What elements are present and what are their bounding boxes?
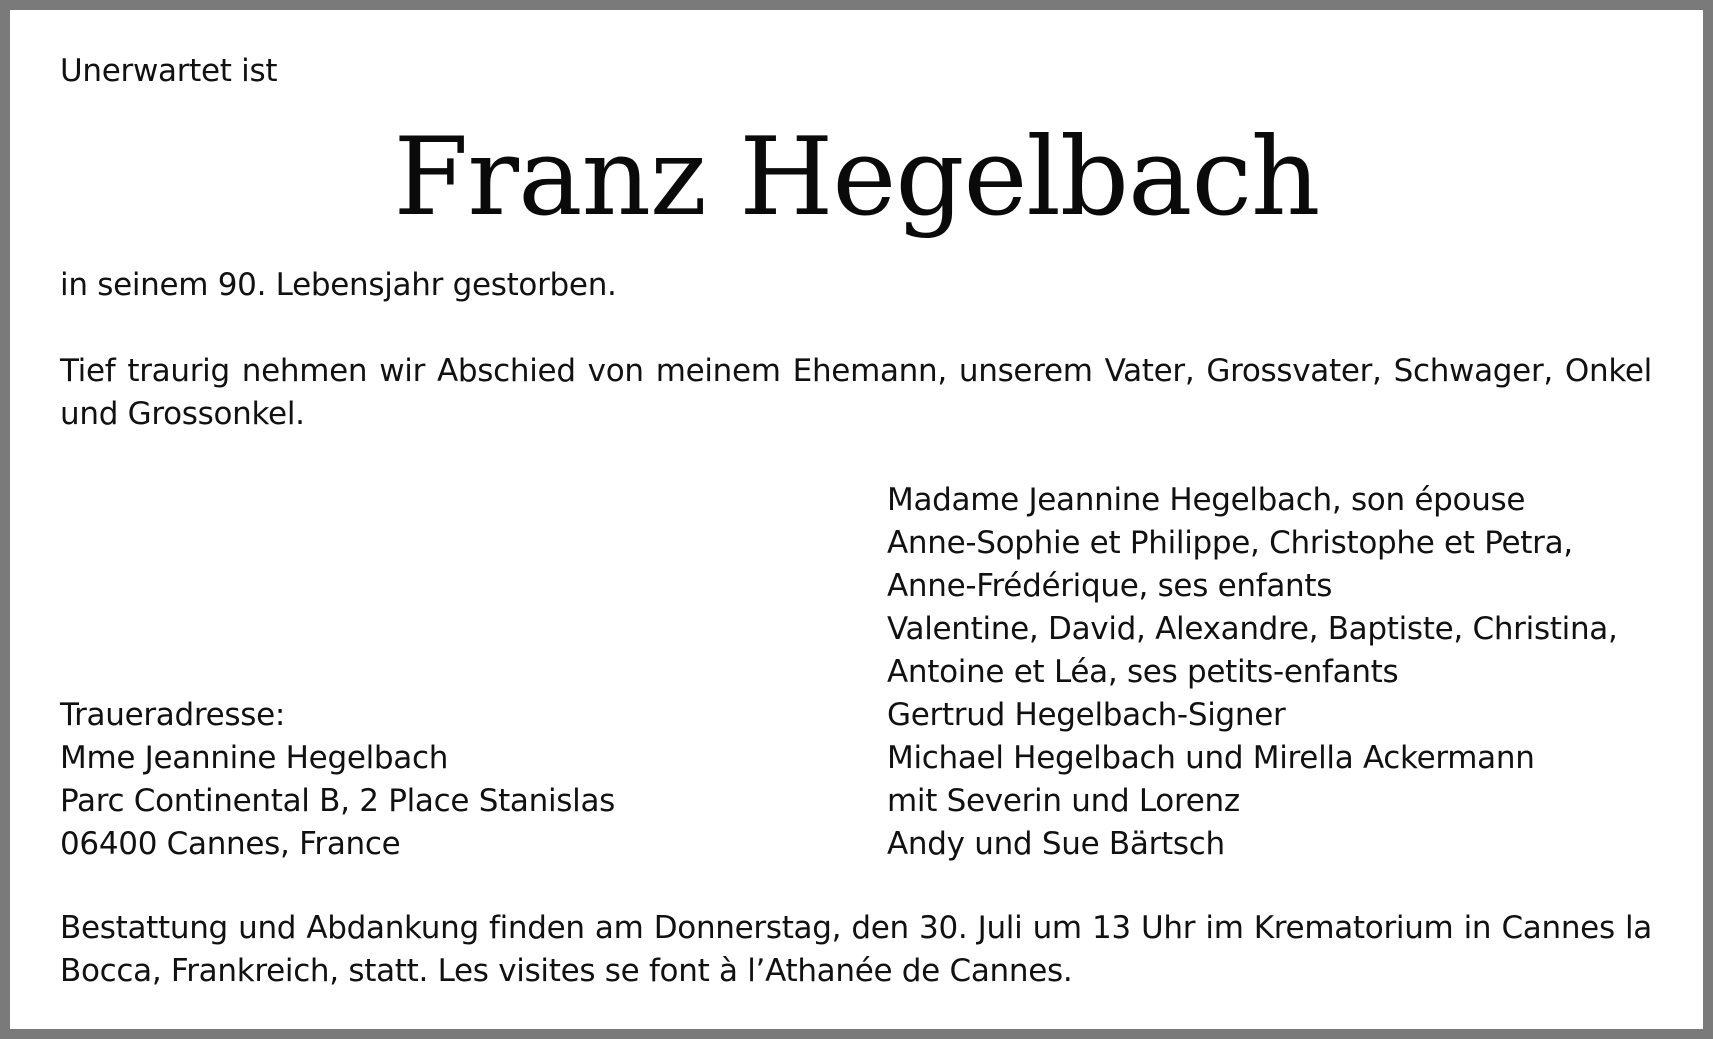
obituary-notice [10, 10, 1703, 1029]
mourner-line: Gertrud Hegelbach-Signer [887, 697, 1286, 733]
address-line: 06400 Cannes, France [60, 826, 401, 862]
mourner-line: Michael Hegelbach und Mirella Ackermann [887, 740, 1535, 776]
farewell-paragraph: Tief traurig nehmen wir Abschied von meinem Ehemann, unserem Vater, Grossvater, Schwager, Onkel und Grossonkel. [60, 353, 1652, 432]
mourner-line: Anne-Sophie et Philippe, Christophe et Petra, [887, 525, 1573, 561]
deceased-name: Franz Hegelbach [393, 115, 1320, 240]
mourners-list [887, 479, 1618, 866]
mourning-address [60, 694, 615, 866]
mourner-line: Madame Jeannine Hegelbach, son épouse [887, 482, 1526, 518]
notice-frame [10, 10, 1703, 1029]
mourner-line: mit Severin und Lorenz [887, 783, 1240, 819]
age-line: in seinem 90. Lebensjahr gestorben. [60, 267, 617, 303]
mourner-line: Valentine, David, Alexandre, Baptiste, Christina, [887, 611, 1618, 647]
mourner-line: Anne-Frédérique, ses enfants [887, 568, 1333, 604]
address-line: Mme Jeannine Hegelbach [60, 740, 449, 776]
mourner-line: Andy und Sue Bärtsch [887, 826, 1225, 862]
address-line: Parc Continental B, 2 Place Stanislas [60, 783, 615, 819]
ceremony-paragraph: Bestattung und Abdankung finden am Donnerstag, den 30. Juli um 13 Uhr im Krematorium in Cannes la Bocca, Frankreich, statt. Les visites se font à l’Athanée de Cannes. [60, 910, 1652, 989]
intro-text: Unerwartet ist [60, 53, 278, 89]
address-label: Traueradresse: [60, 697, 286, 733]
mourner-line: Antoine et Léa, ses petits-enfants [887, 654, 1399, 690]
